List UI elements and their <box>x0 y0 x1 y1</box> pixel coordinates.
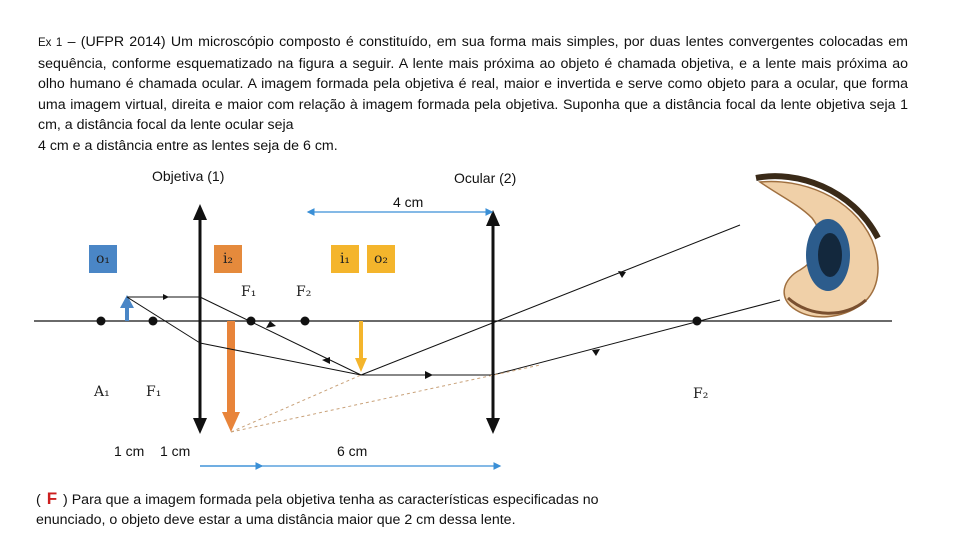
answer-text: Para que a imagem formada pela objetiva tenha as características especificadas no <box>71 492 599 508</box>
ray-arrows <box>266 271 626 379</box>
image1-arrow <box>355 321 367 372</box>
answer-text-end: enunciado, o objeto deve estar a uma distância maior que 2 cm dessa lente. <box>36 512 516 528</box>
F2-right-label: F₂ <box>693 386 709 402</box>
dim-1cm-label-b: 1 cm <box>160 443 191 459</box>
image2-arrow <box>222 321 240 432</box>
answer-close-paren: ) <box>63 492 68 508</box>
answer-statement <box>36 489 736 530</box>
F1-bottom-label: F₁ <box>146 384 162 400</box>
F1-top-label: F₁ <box>241 284 257 300</box>
ocular-lens <box>486 210 500 434</box>
dim-6cm-label: 6 cm <box>337 443 368 459</box>
point-A1 <box>97 317 106 326</box>
F2-top-label: F₂ <box>296 284 312 300</box>
eye-icon <box>756 176 878 317</box>
point-F1-left <box>149 317 158 326</box>
objective-lens <box>193 204 207 434</box>
point-F2-left <box>301 317 310 326</box>
i1-box: i₁ <box>331 245 359 273</box>
answer-mark: F <box>46 489 58 508</box>
ocular-label: Ocular (2) <box>454 170 517 186</box>
dim-1cm-label-a: 1 cm <box>114 443 145 459</box>
answer-open-paren: ( <box>36 492 41 508</box>
dim-4cm-label: 4 cm <box>393 194 424 210</box>
i2-box: i₂ <box>214 245 242 273</box>
exercise-number: Ex 1 <box>38 37 63 49</box>
object-arrow <box>120 295 134 321</box>
point-F1-right <box>247 317 256 326</box>
A1-label: A₁ <box>94 384 110 400</box>
objective-label: Objetiva (1) <box>152 168 225 184</box>
o1-box: o₁ <box>89 245 117 273</box>
question-body-end: 4 cm e a distância entre as lentes seja de 6 cm. <box>38 137 338 154</box>
o2-box: o₂ <box>367 245 395 273</box>
question-body: – (UFPR 2014) Um microscópio composto é constituído, em sua forma mais simples, por duas lentes convergentes colocadas em sequência, conforme esquematizado na figura a seguir. A lente mais próxima ao objeto é chamada objetiva, e a lente mais próxima ao olho humano é chamada ocular. A imagem formada pela objetiva é real, maior e invertida e serve como objeto para a ocular, que forma uma imagem virtual, direita e maior com relação à imagem formada pela objetiva. Suponha que a distância focal da lente objetiva seja 1 cm, a distância focal da lente ocular seja <box>38 34 908 134</box>
